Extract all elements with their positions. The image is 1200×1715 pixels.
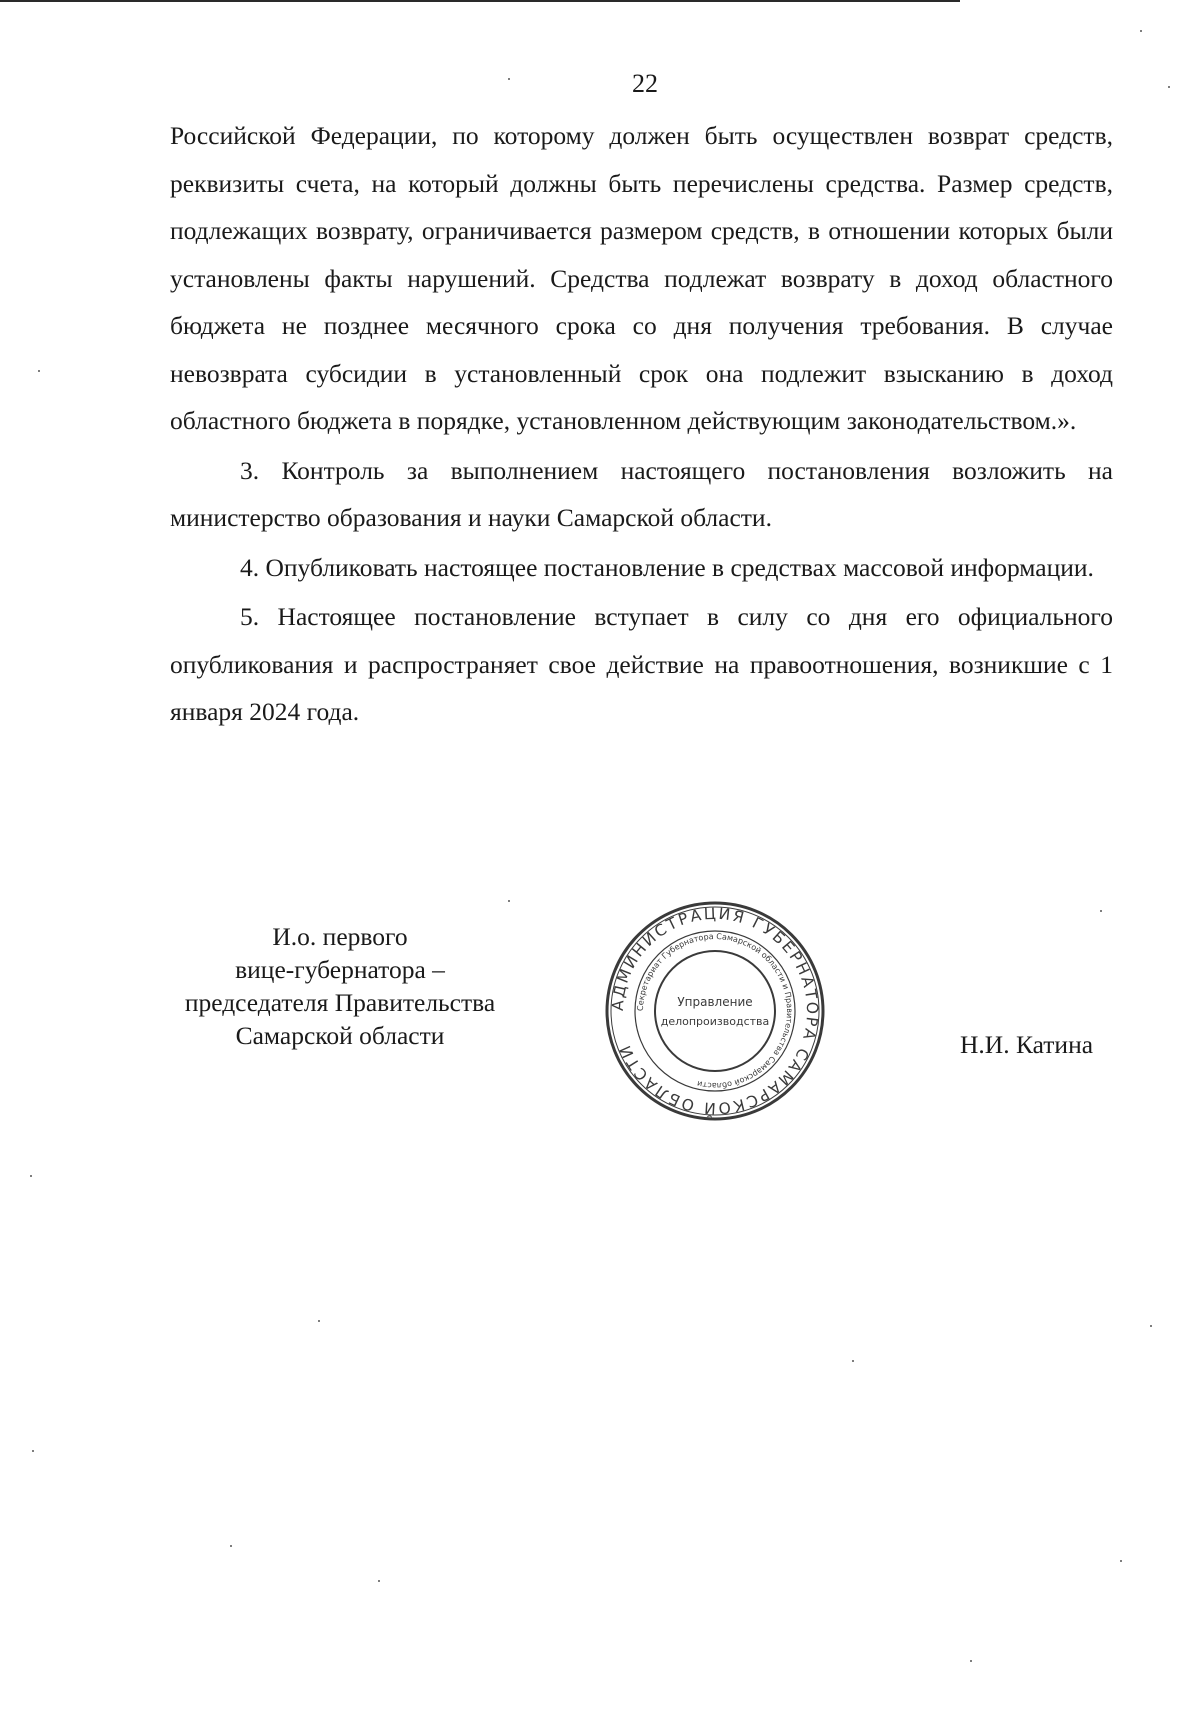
scan-speck	[508, 78, 510, 80]
signer-position-line: И.о. первого	[272, 922, 408, 951]
scan-speck	[508, 900, 510, 902]
signer-position-line: вице-губернатора –	[235, 955, 445, 984]
scan-speck	[1168, 86, 1170, 88]
paragraph-continuation: Российской Федерации, по которому должен быть осуществлен возврат средств, реквизиты счета, на который должны быть перечислены средства. Размер средств, подлежащих возврату, ограничивается размером средств, в отношении которых были установлены факты нарушений. Средства подлежат возврату в доход областного бюджета не позднее месячного срока со дня получения требования. В случае невозврата субсидии в установленный срок она подлежит взысканию в доход областного бюджета в порядке, установленном действующим законодательством.».	[170, 121, 1113, 435]
scan-speck	[852, 1360, 854, 1362]
scan-speck	[1120, 1560, 1122, 1562]
seal-outer-textpath: АДМИНИСТРАЦИЯ ГУБЕРНАТОРА САМАРСКОЙ ОБЛАСТИ	[608, 904, 822, 1118]
scan-speck	[230, 1545, 232, 1547]
seal-inner-ring-textpath: Секретариат Губернатора Самарской области и Правительства Самарской области	[635, 931, 795, 1091]
scan-top-edge-line	[0, 0, 960, 2]
scan-speck	[1150, 1325, 1152, 1327]
signer-position-line: председателя Правительства	[184, 988, 496, 1017]
signer-name: Н.И. Катина	[960, 1030, 1094, 1059]
scan-speck	[970, 1660, 972, 1662]
seal-center-line-2: делопроизводства	[660, 1015, 770, 1028]
seal-graphic	[600, 896, 830, 1126]
scan-speck	[30, 1175, 32, 1177]
document-body	[170, 112, 1113, 736]
paragraph-item-3: 3. Контроль за выполнением настоящего постановления возложить на министерство образования и науки Самарской области.	[170, 455, 1113, 532]
scan-speck	[318, 1320, 320, 1322]
scan-speck	[32, 1450, 34, 1452]
paragraph-item-5: 5. Настоящее постановление вступает в силу со дня его официального опубликования и распространяет свое действие на правоотношения, возникшие с 1 января 2024 года.	[170, 602, 1113, 726]
official-seal-stamp	[600, 896, 830, 1126]
scan-speck	[38, 370, 40, 372]
signer-position	[150, 920, 530, 1052]
seal-inner-ring-text	[636, 932, 794, 1090]
scan-speck	[1100, 910, 1102, 912]
page-number: 22	[632, 69, 658, 98]
signer-position-line: Самарской области	[235, 1021, 445, 1050]
seal-center-line-1: Управление	[677, 995, 753, 1009]
scan-speck	[378, 1580, 380, 1582]
scan-speck	[1140, 30, 1142, 32]
paragraph-item-4: 4. Опубликовать настоящее постановление в средствах массовой информации.	[240, 552, 1094, 582]
